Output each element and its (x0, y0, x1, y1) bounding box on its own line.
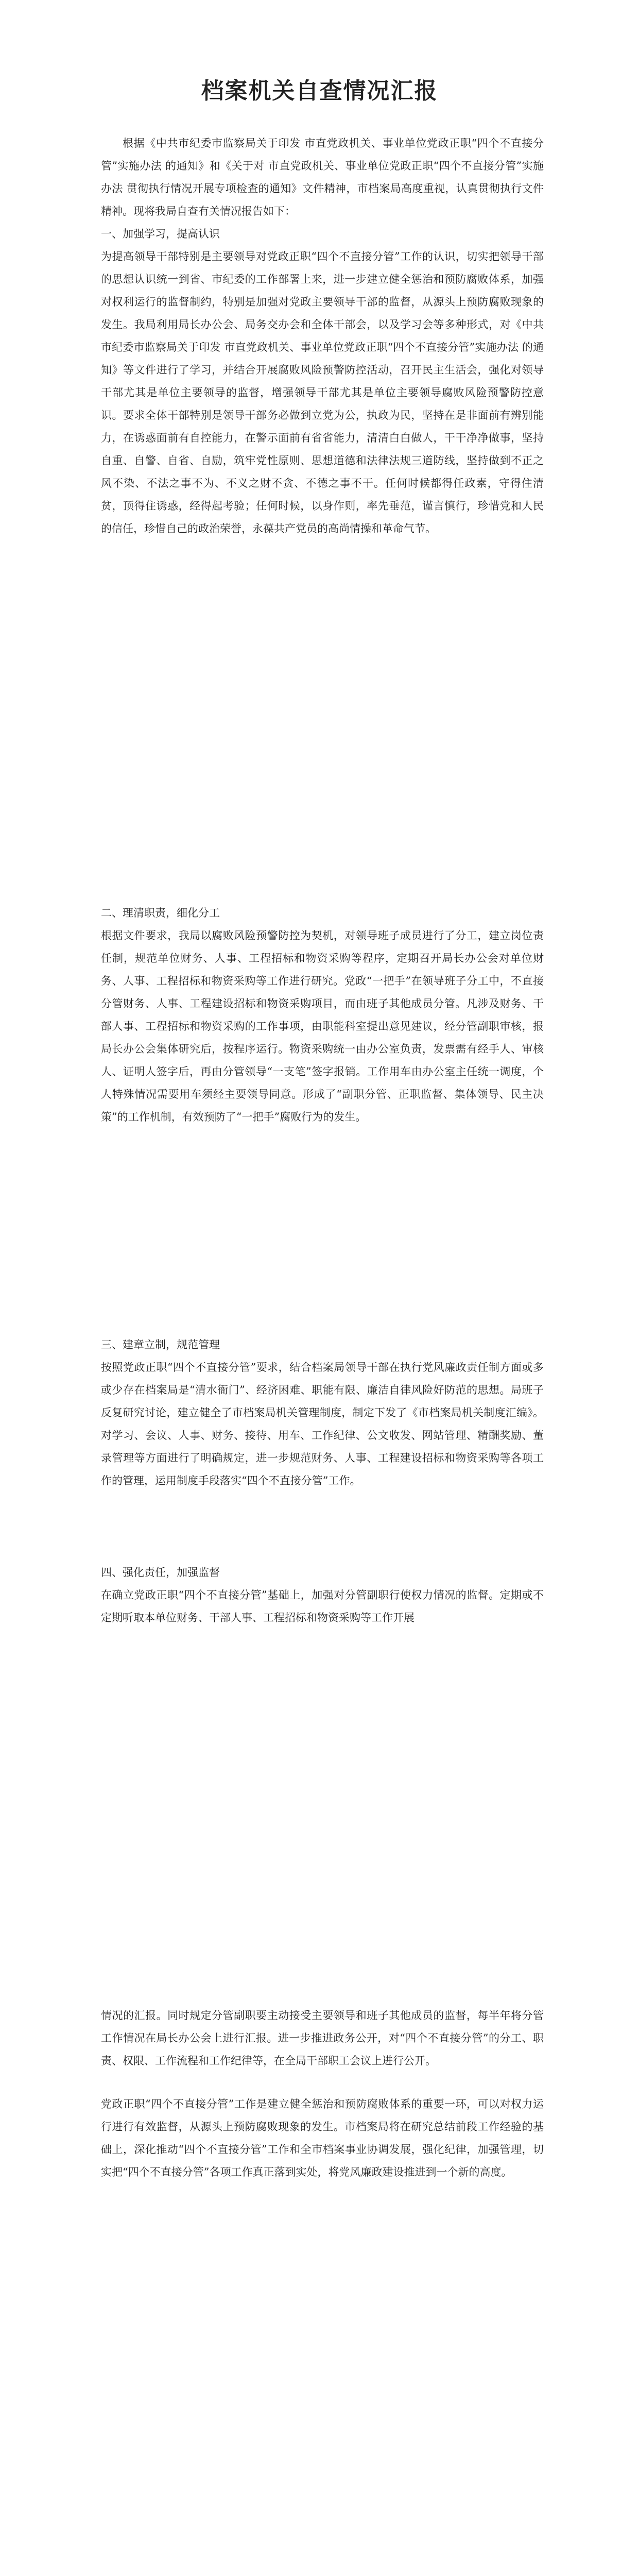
intro-paragraph: 根据《中共市纪委市监察局关于印发 市直党政机关、事业单位党政正职“四个不直接分管”实施办法 的通知》和《关于对 市直党政机关、事业单位党政正职“四个不直接分管”实施办法 贯彻执行情况开展专项检查的通知》文件精神，市档案局高度重视，认真贯彻执行文件精神。现将我局自查有关情况报告如下： (101, 137, 544, 217)
document-title: 档案机关自查情况汇报 (201, 78, 438, 104)
section-2-heading: 二、理清职责，细化分工 (101, 907, 220, 919)
section-3-paragraph: 按照党政正职“四个不直接分管”要求，结合档案局领导干部在执行党风廉政责任制方面或多或少存在档案局是“清水衙门”、经济困难、职能有限、廉洁自律风险好防范的思想。局班子反复研究讨论，建立健全了市档案局机关管理制度，制定下发了《市档案局机关制度汇编》。对学习、会议、人事、财务、接待、用车、工作纪律、公文收发、网站管理、精酬奖励、董录管理等方面进行了明确规定，进一步规范财务、人事、工程建设招标和物资采购等各项工作的管理，运用制度手段落实“四个不直接分管”工作。 (101, 1361, 544, 1487)
section-1-paragraph: 为提高领导干部特别是主要领导对党政正职“四个不直接分管”工作的认识，切实把领导干部的思想认识统一到省、市纪委的工作部署上来，进一步建立健全惩治和预防腐败体系，加强对权利运行的监督制约，特别是加强对党政主要领导干部的监督，从源头上预防腐败现象的发生。我局利用局长办公会、局务交办会和全体干部会，以及学习会等多种形式，对《中共市纪委市监察局关于印发 市直党政机关、事业单位党政正职“四个不直接分管”实施办法 的通知》等文件进行了学习，并结合开展腐败风险预警防控活动，召开民主生活会，强化对领导干部尤其是单位主要领导的监督，增强领导干部尤其是单位主要领导腐败风险预警防控意识。要求全体干部特别是领导干部务必做到立党为公，执政为民，坚持在是非面前有辨别能力，在诱惑面前有自控能力，在警示面前有省省能力，清清白白做人，干干净净做事，坚持自重、自警、自省、自励，筑牢党性原则、思想道德和法律法规三道防线，坚持做到不正之风不染、不法之事不为、不义之财不贪、不德之事不干。任何时候都得任政素，守得住清贫，顶得住诱惑，经得起考验；任何时候，以身作则，率先垂范，谨言慎行，珍惜党和人民的信任，珍惜自己的政治荣誉，永葆共产党员的高尚情操和革命气节。 (101, 250, 544, 535)
section-1-heading: 一、加强学习，提高认识 (101, 228, 220, 240)
section-3-heading: 三、建章立制，规范管理 (101, 1338, 220, 1351)
section-4-paragraph-2: 情况的汇报。同时规定分管副职要主动接受主要领导和班子其他成员的监督，每半年将分管工作情况在局长办公会上进行汇报。进一步推进政务公开，对“四个不直接分管”的分工、职责、权限、工作流程和工作纪律等，在全局干部职工会议上进行公开。 (101, 2009, 544, 2067)
section-2-paragraph: 根据文件要求，我局以腐败风险预警防控为契机，对领导班子成员进行了分工，建立岗位责任制，规范单位财务、人事、工程招标和物资采购等程序，定期召开局长办公会对单位财务、人事、工程招标和物资采购等工作进行研究。党政“一把手”在领导班子分工中，不直接分管财务、人事、工程建设招标和物资采购项目，而由班子其他成员分管。凡涉及财务、干部人事、工程招标和物资采购的工作事项，由职能科室提出意见建议，经分管副职审核，报局长办公会集体研究后，按程序运行。物资采购统一由办公室负责，发票需有经手人、审核人、证明人签字后，再由分管领导“一支笔”签字报销。工作用车由办公室主任统一调度，个人特殊情况需要用车须经主要领导同意。形成了“副职分管、正职监督、集体领导、民主决策”的工作机制，有效预防了“一把手”腐败行为的发生。 (101, 929, 544, 1123)
section-4-heading: 四、强化责任，加强监督 (101, 1566, 220, 1579)
section-4-paragraph-3: 党政正职“四个不直接分管”工作是建立健全惩治和预防腐败体系的重要一环，可以对权力运行进行有效监督，从源头上预防腐败现象的发生。市档案局将在研究总结前段工作经验的基础上，深化推动“四个不直接分管”工作和全市档案事业协调发展，强化纪律，加强管理，切实把“四个不直接分管”各项工作真正落到实处，将党风廉政建设推进到一个新的高度。 (101, 2098, 544, 2178)
section-4-paragraph-1: 在确立党政正职“四个不直接分管”基础上，加强对分管副职行使权力情况的监督。定期或不定期听取本单位财务、干部人事、工程招标和物资采购等工作开展 (101, 1589, 544, 1624)
